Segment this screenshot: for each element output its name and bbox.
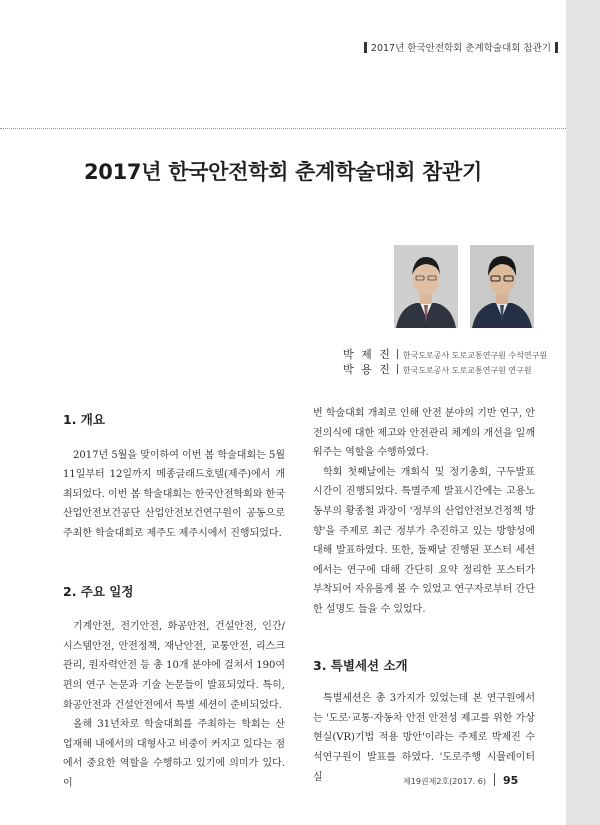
- author-separator: [397, 364, 398, 374]
- paragraph: 학회 첫째날에는 개회식 및 정기총회, 구두발표 시간이 진행되었다. 특별주제 발표시간에는 고용노동부의 황종철 과장이 '정부의 산업안전보건정책 방향'을 주제로 최근 정부가 추진하고 있는 방향성에 대해 발표하였다. 또한, 둘째날 진행된 포스터 세션에서는 연구에 대해 간단히 요약 정리한 포스터가 부착되어 자유롭게 볼 수 있었고 연구자로부터 간단한 설명도 들을 수 있었다.: [313, 466, 535, 615]
- author-photo-2: [470, 245, 534, 328]
- page-number: 95: [502, 774, 519, 787]
- body-column-right: [313, 404, 535, 787]
- author-name: 박 제 진: [343, 348, 392, 361]
- paragraph: 2017년 5월을 맞이하여 이번 봄 학술대회는 5월 11일부터 12일까지 메종글래드호텔(제주)에서 개최되었다. 이번 봄 학술대회는 한국안전학회와 한국산업안전보건공단 산업안전보건연구원이 공동으로 주최한 학술대회로 제주도 제주시에서 진행되었다.: [63, 449, 285, 539]
- footer-separator: [494, 773, 495, 786]
- running-head-marker: [364, 42, 367, 53]
- paragraph: 기계안전, 전기안전, 화공안전, 건설안전, 인간/시스템안전, 안전정책, 재난안전, 교통안전, 리스크관리, 원자력안전 등 총 10개 분야에 걸쳐서 190여 편의 연구 논문과 기술 논문들이 발표되었다. 특히, 화공안전과 건설안전에서 특별 세션이 준비되었다.: [63, 621, 285, 711]
- page-footer: [403, 769, 518, 788]
- author-2: [343, 358, 532, 377]
- paragraph-continued: 번 학술대회 개최로 인해 안전 분야의 기반 연구, 안전의식에 대한 제고와 안전관리 체계의 개선을 일깨워주는 역할을 수행하였다.: [313, 408, 535, 459]
- section-heading-schedule: 2. 주요 일정: [63, 583, 134, 599]
- paragraph: 특별세션은 총 3가지가 있었는데 본 연구원에서는 '도로·교통·자동차 안전 안전성 제고를 위한 가상현실(VR)기법 적용 방안'이라는 주제로 박제진 수석연구원이 발표를 하였다. '도로주행 시뮬레이터 실: [313, 693, 535, 783]
- body-column-left: [63, 410, 285, 794]
- article-title: 2017년 한국안전학회 춘계학술대회 참관기: [83, 160, 483, 184]
- dotted-divider: [0, 128, 566, 129]
- author-affiliation: 한국도로공사 도로교통연구원 수석연구원: [402, 351, 548, 360]
- author-affiliation: 한국도로공사 도로교통연구원 연구원: [402, 366, 532, 375]
- running-head-text: 2017년 한국안전학회 춘계학술대회 참관기: [370, 43, 551, 54]
- author-photo-1: [394, 245, 458, 328]
- section-heading-special-session: 3. 특별세션 소개: [313, 657, 408, 673]
- issue-label: 제19권제2호(2017. 6): [403, 777, 486, 786]
- author-name: 박 용 진: [343, 363, 392, 376]
- paragraph: 올해 31년차로 학술대회를 주최하는 학회는 산업재해 내에서의 대형사고 비중이 커지고 있다는 점에서 중요한 역할을 수행하고 있기에 의미가 있다. 이: [63, 719, 285, 789]
- running-head-marker-end: [555, 42, 558, 53]
- running-head: [364, 40, 558, 54]
- section-heading-overview: 1. 개요: [63, 412, 105, 427]
- page-side-band: [566, 0, 600, 825]
